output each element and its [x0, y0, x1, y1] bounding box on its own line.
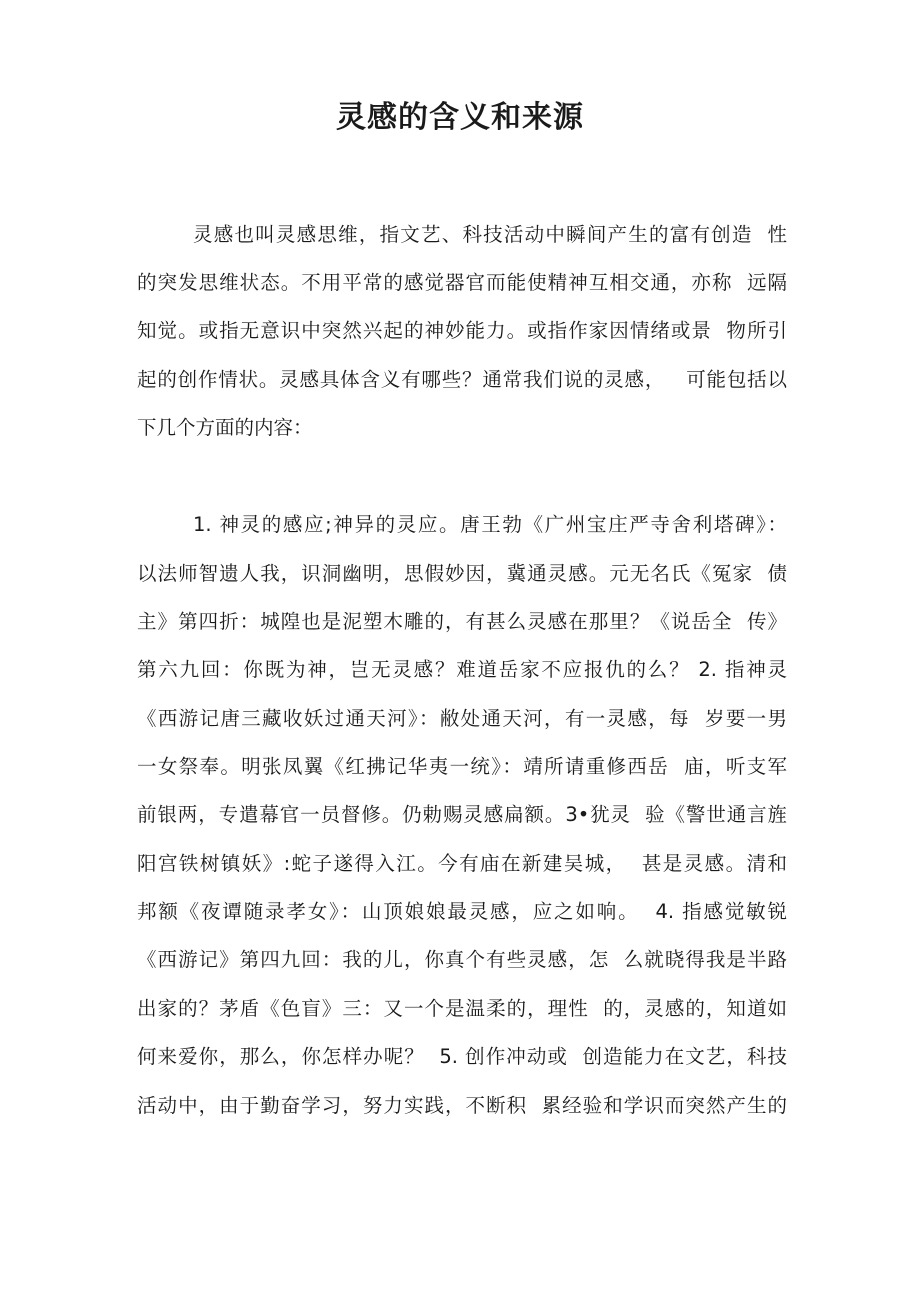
text-line: 活动中，由于勤奋学习，努力实践，不断积 累经验和学识而突然产生的: [137, 1094, 787, 1117]
text-line: 出家的？茅盾《色盲》三：又一个是温柔的，理性 的，灵感的，知道如: [137, 997, 787, 1020]
text-line: 第六九回：你既为神，岂无灵感？难道岳家不应报仇的么？ 2. 指神灵: [137, 658, 787, 681]
text-line: 《西游记唐三藏收妖过通天河》：敝处通天河，有一灵感，每 岁要一男: [137, 707, 787, 730]
text-line: 1. 神灵的感应;神异的灵应。唐王勃《广州宝庄严寺舍利塔碑》：: [193, 513, 787, 536]
text-line: 起的创作情状。灵感具体含义有哪些？通常我们说的灵感， 可能包括以: [137, 368, 787, 391]
text-line: 以法师智遗人我，识洞幽明，思假妙因，冀通灵感。元无名氏《冤家 债: [137, 562, 787, 585]
text-line: 前银两，专遣幕官一员督修。仍勅赐灵感扁额。3•犹灵 验《警世通言旌: [137, 803, 787, 826]
text-line: 《西游记》第四九回：我的儿，你真个有些灵感，怎 么就晓得我是半路: [137, 948, 787, 971]
text-line: 何来爱你，那么，你怎样办呢？ 5. 创作冲动或 创造能力在文艺，科技: [137, 1045, 787, 1068]
text-line: 的突发思维状态。不用平常的感觉器官而能使精神互相交通，亦称 远隔: [137, 271, 787, 294]
text-line: 灵感也叫灵感思维，指文艺、科技活动中瞬间产生的富有创造 性: [193, 223, 787, 246]
text-line: 一女祭奉。明张凤翼《红拂记华夷一统》：靖所请重修西岳 庙，听支军: [137, 755, 787, 778]
document-title: 灵感的含义和来源: [336, 100, 584, 135]
text-line: 知觉。或指无意识中突然兴起的神妙能力。或指作家因情绪或景 物所引: [137, 319, 787, 342]
text-line: 主》第四折：城隍也是泥塑木雕的，有甚么灵感在那里？《说岳全 传》: [137, 610, 787, 633]
text-line: 邦额《夜谭随录孝女》：山顶娘娘最灵感，应之如响。 4. 指感觉敏锐: [137, 900, 787, 923]
text-line: 阳宫铁树镇妖》:蛇子遂得入江。今有庙在新建吴城， 甚是灵感。清和: [137, 852, 787, 875]
text-line: 下几个方面的内容：: [137, 416, 313, 439]
